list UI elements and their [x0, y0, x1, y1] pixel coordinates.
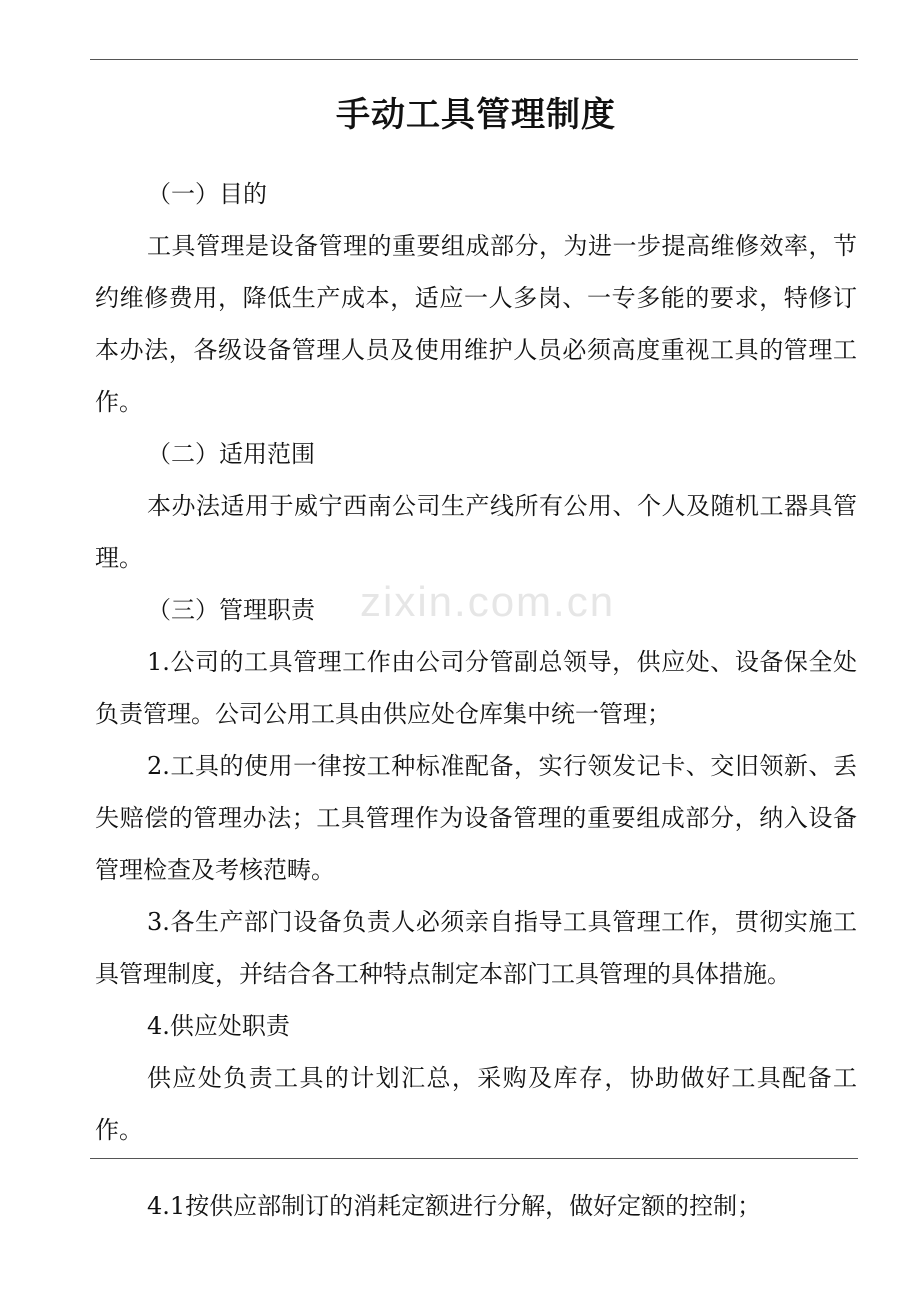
paragraph-item-2: 2.工具的使用一律按工种标准配备，实行领发记卡、交旧领新、丢失赔偿的管理办法；工具管理作为设备管理的重要组成部分，纳入设备管理检查及考核范畴。 — [95, 752, 857, 884]
page-break-rule — [90, 1158, 858, 1159]
section-heading-scope: （二）适用范围 — [147, 440, 315, 468]
document-title: 手动工具管理制度 — [336, 95, 616, 135]
next-page-line: 4.1按供应部制订的消耗定额进行分解，做好定额的控制； — [147, 1192, 762, 1220]
paragraph-item-3: 3.各生产部门设备负责人必须亲自指导工具管理工作，贯彻实施工具管理制度，并结合各工种特点制定本部门工具管理的具体措施。 — [95, 908, 857, 988]
paragraph-purpose: 工具管理是设备管理的重要组成部分，为进一步提高维修效率，节约维修费用，降低生产成本，适应一人多岗、一专多能的要求，特修订本办法，各级设备管理人员及使用维护人员必须高度重视工具的管理工作。 — [95, 232, 857, 416]
section-heading-responsibilities: （三）管理职责 — [147, 596, 315, 624]
paragraph-supply-duties: 供应处负责工具的计划汇总，采购及库存，协助做好工具配备工作。 — [95, 1064, 857, 1144]
top-rule — [90, 59, 858, 60]
section-heading-purpose: （一）目的 — [147, 180, 267, 208]
paragraph-item-1: 1.公司的工具管理工作由公司分管副总领导，供应处、设备保全处负责管理。公司公用工具由供应处仓库集中统一管理； — [95, 648, 857, 728]
paragraph-scope: 本办法适用于威宁西南公司生产线所有公用、个人及随机工器具管理。 — [95, 492, 857, 572]
section-heading-supply-duties: 4.供应处职责 — [147, 1012, 290, 1040]
document-page — [95, 90, 857, 1156]
watermark: zixin.com.cn — [360, 578, 616, 625]
